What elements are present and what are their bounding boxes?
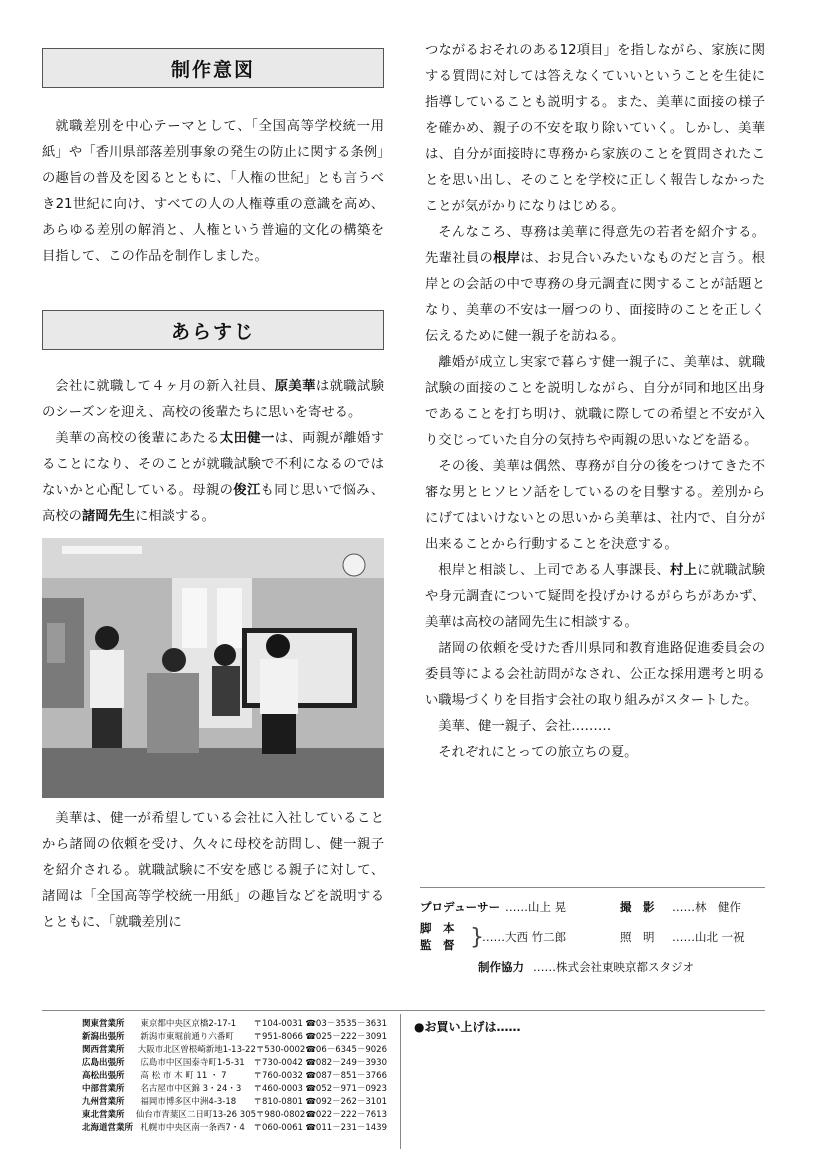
synopsis-paragraph-7: その後、美華は偶然、専務が自分の後をつけてきた不審な男とヒソヒソ話をしているのを目撃する。差別からにげてはいけないとの思いから美華は、社内で、自分が出来ることから行動することを決意する。 [425,459,765,552]
credit-row [420,918,765,956]
office-phone: ☎06－6345－9026 [305,1044,387,1055]
office-row [82,1016,387,1029]
office-name: 北海道営業所 [82,1122,134,1133]
office-zip: 〒730-0042 [253,1057,303,1068]
left-column [42,45,384,936]
office-zip: 〒104-0031 [253,1018,303,1029]
synopsis-heading: あらすじ [42,310,384,350]
office-row [82,1081,387,1094]
office-zip: 〒980-0802 [255,1109,306,1120]
office-address: 仙台市青葉区二日町13-26 305 [135,1109,257,1120]
office-zip: 〒060-0061 [253,1122,303,1133]
synopsis-continued: つながるおそれのある12項目」を指しながら、家族に関する質問に対しては答えなくていいということを生徒に指導していることも説明する。また、美華に面接の様子を確かめ、親子の不安を取り除いていく。しかし、美華は、自分が面接時に専務から家族のことを質問されたことを思い出し、そのことを学校に正しく報告しなかったことが気がかりになりはじめる。 [425,43,765,214]
text-run: は就職試験のシーズンを迎え、高校の後輩たちに思いを寄せる。 [42,379,385,420]
office-name: 東北営業所 [82,1109,125,1120]
text-run: 美華の高校の後輩にあたる [55,431,220,446]
purpose-heading: 制作意図 [42,48,384,88]
office-zip: 〒951-8066 [253,1031,303,1042]
producer-label: プロデューサー [420,900,501,914]
synopsis-paragraph-6: 離婚が成立し実家で暮らす健一親子に、美華は、就職試験の面接のことを説明しながら、自分が同和地区出身であることを打ち明け、就職に際しての希望と不安が入り交じっていた自分の気持ちや両親の思いなどを語る。 [425,355,765,448]
office-row [82,1042,387,1055]
character-name: 原美華 [274,379,316,394]
synopsis-body-left [42,374,384,530]
office-zip: 〒460-0003 [253,1083,303,1094]
office-zip: 〒530-0002 [255,1044,306,1055]
office-list [82,1016,387,1133]
office-name: 高松出張所 [82,1070,125,1081]
office-phone: ☎052－971－0923 [305,1083,387,1094]
writer-director-value: ……大西 竹二郎 [482,930,567,944]
character-name: 根岸 [493,251,521,266]
classroom-scene-illustration [42,538,384,798]
scene-photo [42,538,384,798]
synopsis-paragraph-2 [42,426,384,530]
brace: } [470,924,484,950]
character-name: 村上 [669,563,698,578]
office-name: 九州営業所 [82,1096,125,1107]
office-zip: 〒810-0801 [253,1096,303,1107]
text-run: は、両親が離婚することになり、そのことが就職試験で不利になるのではないかと心配している。母親の [42,431,385,498]
office-address: 名古屋市中区錦 3・24・3 [140,1083,242,1094]
lighting-value: ……山北 一祝 [672,930,745,944]
text-run: そんなころ、専務は美華に得意先の若者を紹介する。先輩社員の [425,225,765,266]
text-run: に就職試験や身元調査について疑問を投げかけるがらちがあかず、美華は高校の諸岡先生に相談する。 [425,563,766,630]
office-row [82,1120,387,1133]
synopsis-paragraph-5 [425,220,765,350]
text-run: も同じ思いで悩み、高校の [42,483,385,524]
director-label: 監 督 [420,938,455,952]
footer-vertical-divider [400,1014,401,1149]
lighting-label: 照 明 [620,930,655,944]
credit-row [420,956,765,978]
office-address: 札幌市中央区南一条西7・4 [140,1122,245,1133]
office-phone: ☎082－249－3930 [305,1057,387,1068]
office-address: 新潟市東堀前通り六番町 [140,1031,234,1042]
office-row [82,1068,387,1081]
office-address: 大阪市北区曽根崎新地1-13-22 [137,1044,256,1055]
synopsis-paragraph-11: それぞれにとっての旅立ちの夏。 [438,745,638,760]
text-run: に相談する。 [135,509,215,524]
office-phone: ☎025－222－3091 [305,1031,387,1042]
office-phone: ☎087－851－3766 [305,1070,387,1081]
office-phone: ☎092－262－3101 [305,1096,387,1107]
office-address: 福岡市博多区中洲4-3-18 [140,1096,237,1107]
office-phone: ☎022－222－7613 [305,1109,387,1120]
office-phone: ☎011－231－1439 [305,1122,387,1133]
office-row [82,1055,387,1068]
character-name: 俊江 [233,483,261,498]
office-name: 広島出張所 [82,1057,125,1068]
office-name: 新潟出張所 [82,1031,125,1042]
text-run: 会社に就職して４ヶ月の新入社員、 [55,379,275,394]
synopsis-paragraph-3: 美華は、健一が希望している会社に入社していることから諸岡の依頼を受け、久々に母校を訪問し、健一親子を紹介される。就職試験に不安を感じる親子に対して、諸岡は「全国高等学校統一用紙」の趣旨などを説明するとともに、「就職差別に [42,811,384,930]
synopsis-paragraph-10: 美華、健一親子、会社……… [438,719,612,734]
camera-value: ……林 健作 [672,900,741,914]
office-name: 関東営業所 [82,1018,125,1029]
office-name: 中部営業所 [82,1083,125,1094]
office-address: 高 松 市 木 町 11 ・ 7 [140,1070,227,1081]
office-row [82,1107,387,1120]
character-name: 諸岡先生 [81,509,136,524]
credits-block [420,887,765,978]
text-run: は、お見合いみたいなものだと言う。根岸との会話の中で専務の身元調査に関することが話題となり、美華の不安は一層つのり、面接時のことを正しく伝えるために健一親子を訪ねる。 [425,251,766,344]
producer-value: ……山上 晃 [505,900,567,914]
right-column [425,38,765,766]
camera-label: 撮 影 [620,900,655,914]
script-label: 脚 本 [420,921,455,935]
office-name: 関西営業所 [82,1044,125,1055]
office-row [82,1094,387,1107]
purchase-note: ●お買い上げは…… [414,1020,521,1034]
office-address: 東京都中央区京橋2-17-1 [140,1018,237,1029]
footer-divider [42,1010,765,1011]
synopsis-paragraph-9: 諸岡の依頼を受けた香川県同和教育進路促進委員会の委員等による会社訪問がなされ、公正な採用選考と明るい職場づくりを目指す会社の取り組みがスタートした。 [425,641,765,708]
synopsis-paragraph-1 [42,374,384,426]
cooperation-value: ……株式会社東映京都スタジオ [533,960,694,974]
office-phone: ☎03－3535－3631 [305,1018,387,1029]
character-name: 太田健一 [219,431,275,446]
office-row [82,1029,387,1042]
credit-row [420,896,765,918]
script-director-labels [420,920,470,954]
office-address: 広島市中区国泰寺町1-5-31 [140,1057,245,1068]
synopsis-paragraph-8 [425,558,765,636]
purpose-body: 就職差別を中心テーマとして、「全国高等学校統一用紙」や「香川県部落差別事象の発生の防止に関する条例」の趣旨の普及を図るとともに、「人権の世紀」とも言うべき21世紀に向け、すべての人の人権尊重の意識を高め、あらゆる差別の解消と、人権という普遍的文化の構築を目指して、この作品を制作しました。 [42,119,384,264]
text-run: 根岸と相談し、上司である人事課長、 [438,563,670,578]
cooperation-label: 制作協力 [478,960,524,974]
office-zip: 〒760-0032 [253,1070,303,1081]
